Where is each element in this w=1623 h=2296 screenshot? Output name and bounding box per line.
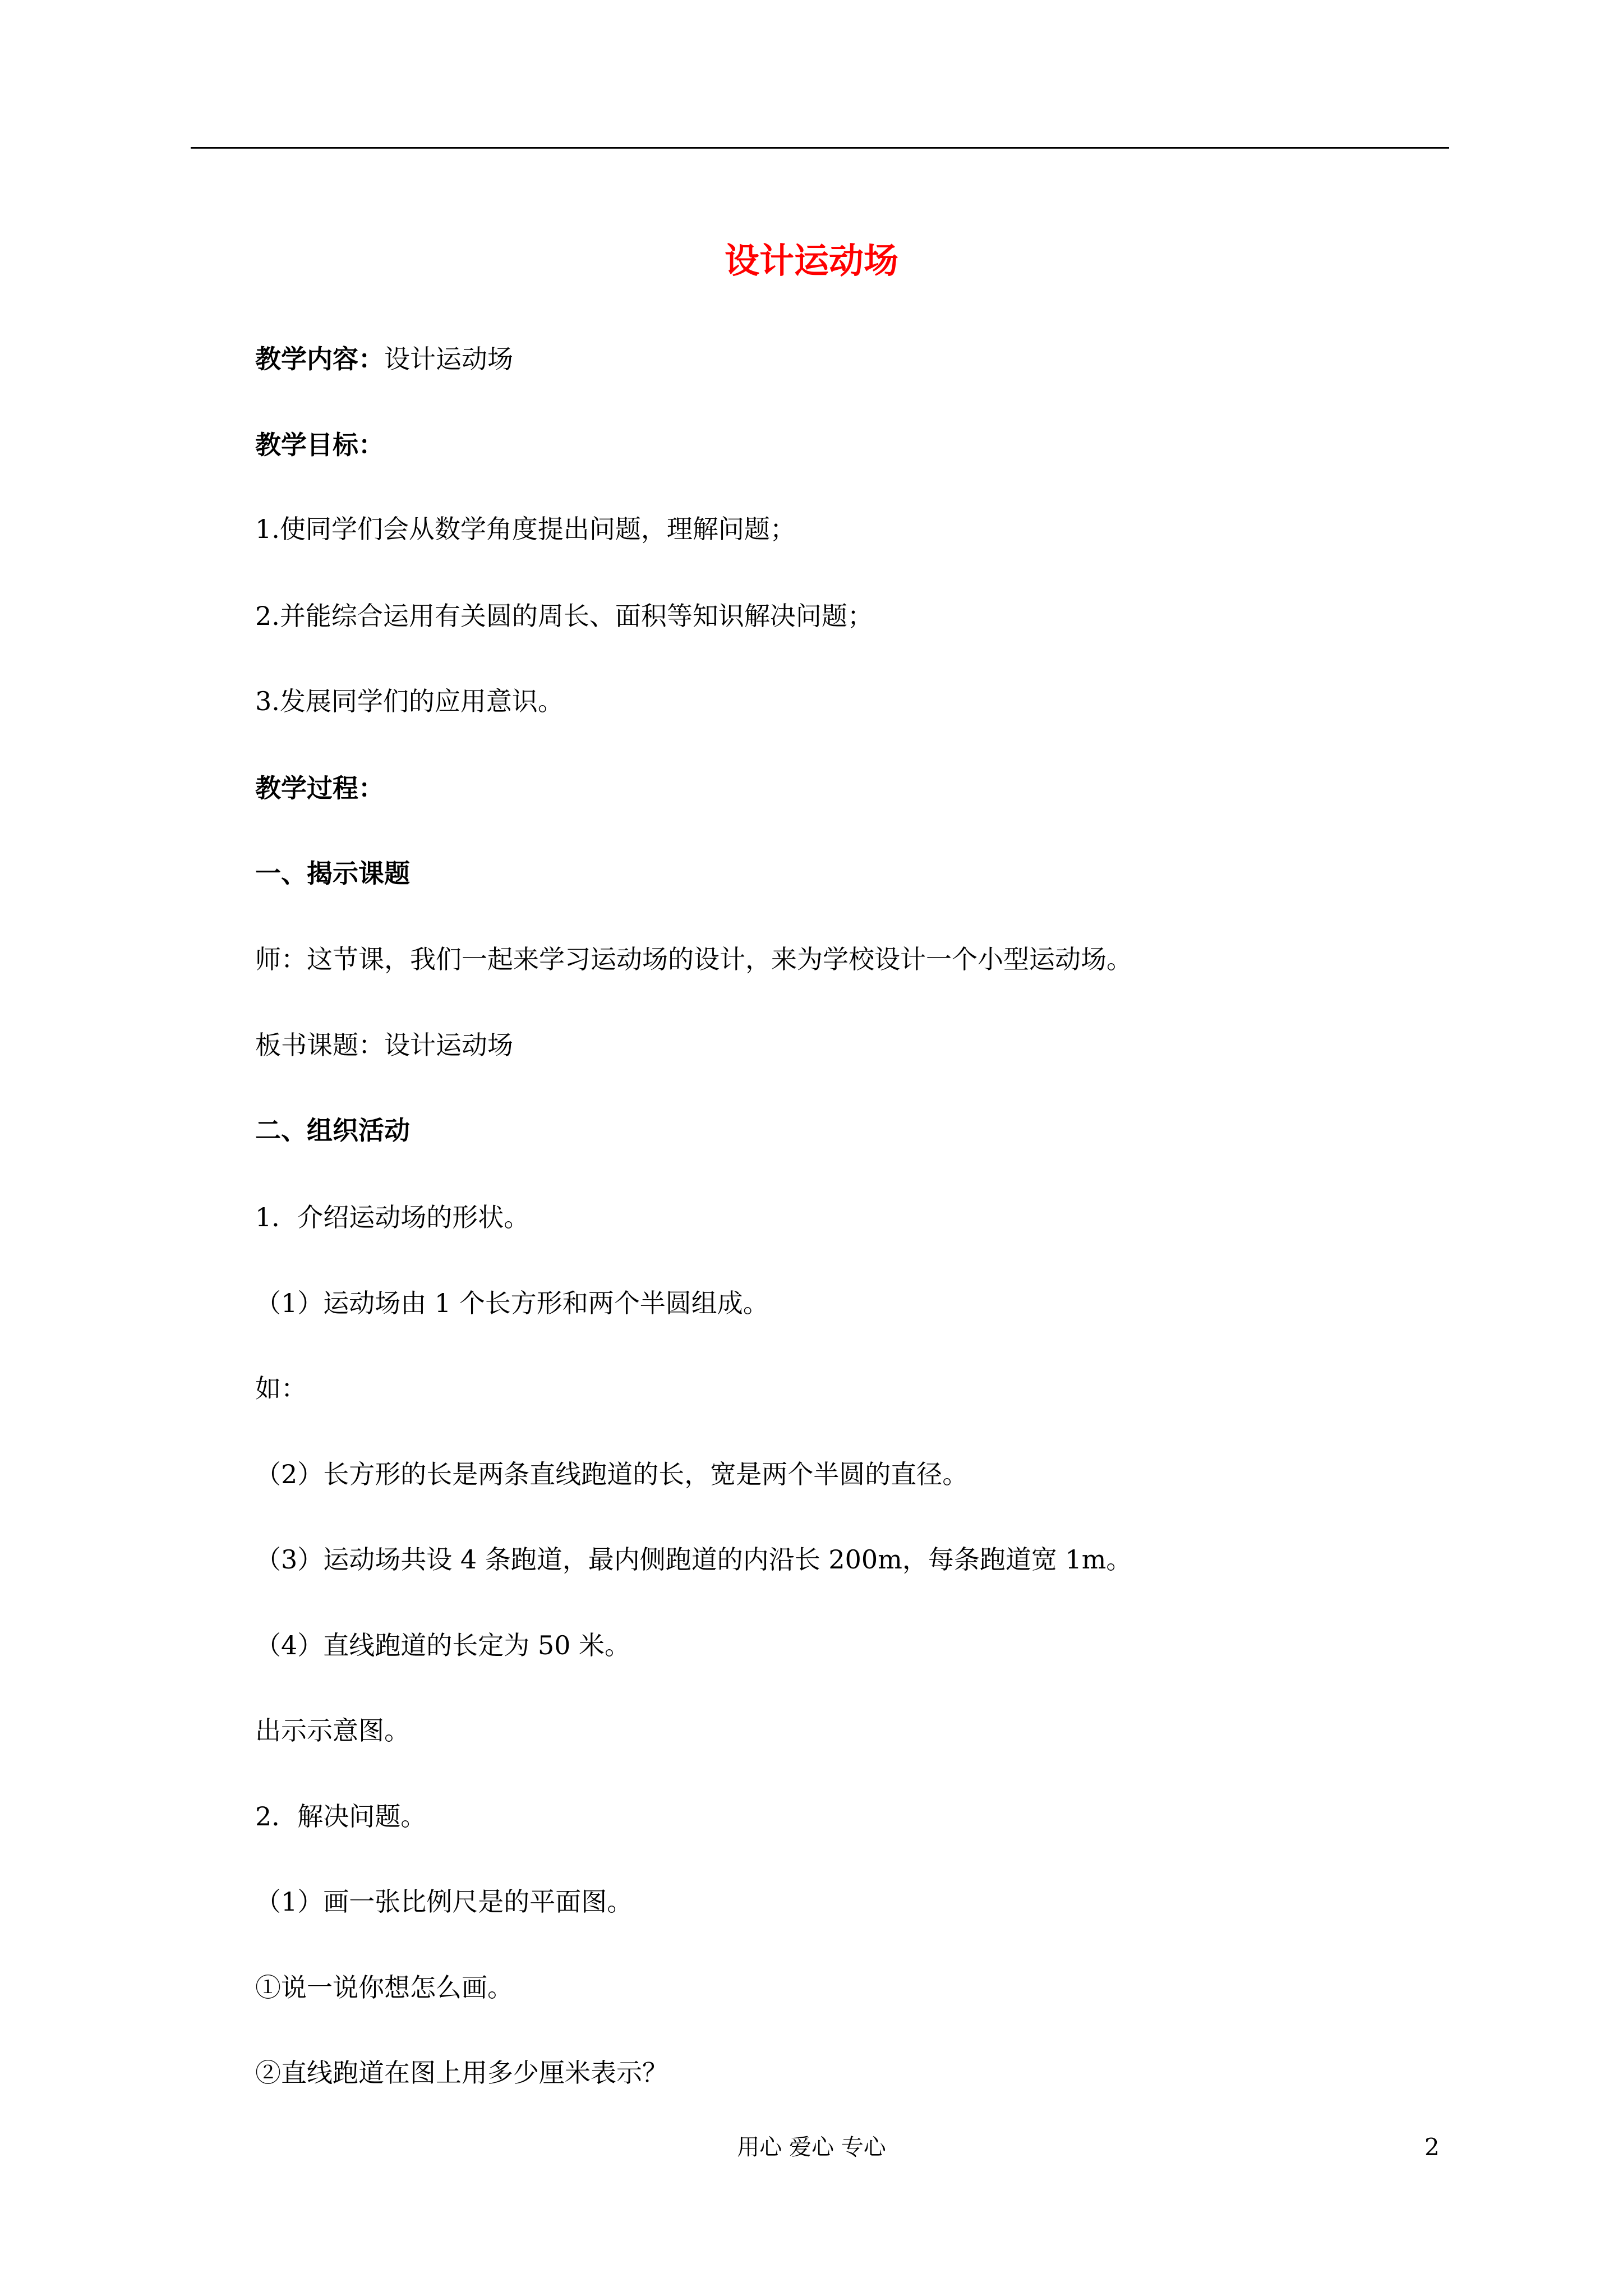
header-rule	[191, 147, 1449, 149]
goal-item-2: 2.并能综合运用有关圆的周长、面积等知识解决问题；	[255, 601, 873, 631]
teaching-goals-label: 教学目标：	[255, 430, 384, 460]
show-diagram-line: 出示示意图。	[255, 1715, 410, 1746]
activity-subitem-4: （4）直线跑道的长定为 50 米。	[255, 1630, 631, 1660]
activity-item-1: 1．介绍运动场的形状。	[255, 1202, 530, 1232]
teaching-process-heading	[255, 769, 384, 808]
teaching-content-line	[255, 339, 513, 379]
activity-subitem-1: （1）运动场由 1 个长方形和两个半圆组成。	[255, 1288, 769, 1318]
solve-subitem-1: （1）画一张比例尺是的平面图。	[255, 1887, 633, 1917]
section-two-label: 二、组织活动	[255, 1115, 410, 1145]
teaching-goals-heading	[255, 425, 384, 464]
teaching-content-label: 教学内容：	[255, 344, 384, 374]
activity-subitem-3: （3）运动场共设 4 条跑道，最内侧跑道的内沿长 200m，每条跑道宽 1m。	[255, 1544, 1132, 1575]
section-one-heading	[255, 854, 410, 893]
board-title-paragraph: 板书课题：设计运动场	[255, 1030, 513, 1060]
section-one-label: 一、揭示课题	[255, 858, 410, 889]
activity-item-2: 2．解决问题。	[255, 1801, 427, 1832]
solve-question-2: ②直线跑道在图上用多少厘米表示？	[255, 2058, 668, 2088]
solve-question-1: ①说一说你想怎么画。	[255, 1972, 513, 2003]
teaching-process-label: 教学过程：	[255, 773, 384, 803]
section-two-heading	[255, 1111, 410, 1150]
page-number: 2	[1424, 2133, 1440, 2161]
document-title: 设计运动场	[724, 240, 898, 281]
activity-subitem-2: （2）长方形的长是两条直线跑道的长，宽是两个半圆的直径。	[255, 1459, 969, 1489]
example-label: 如：	[255, 1373, 307, 1404]
footer-slogan: 用心 爱心 专心	[737, 2134, 886, 2160]
teaching-content-text: 设计运动场	[384, 344, 513, 374]
goal-item-3: 3.发展同学们的应用意识。	[255, 686, 564, 716]
goal-item-1: 1.使同学们会从数学角度提出问题，理解问题；	[255, 514, 796, 544]
teacher-intro-paragraph: 师：这节课，我们一起来学习运动场的设计，来为学校设计一个小型运动场。	[255, 944, 1132, 974]
